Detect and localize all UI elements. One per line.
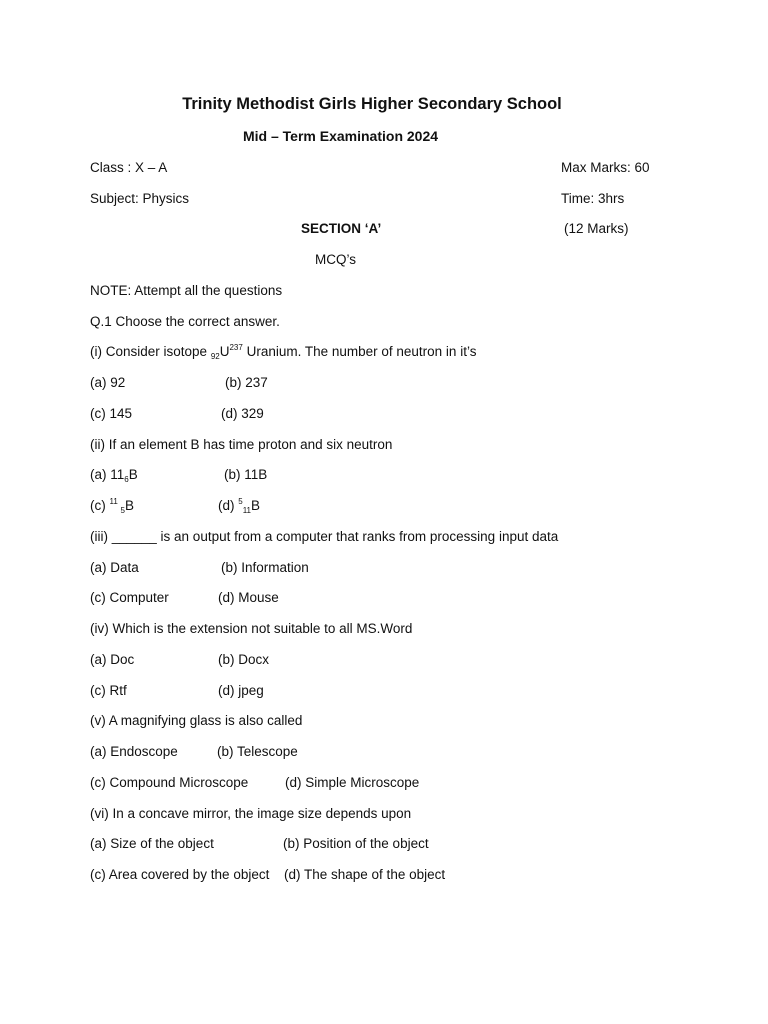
option-text: B (128, 467, 138, 482)
section-marks: (12 Marks) (564, 221, 629, 236)
time-label: Time: 3hrs (561, 191, 625, 206)
question-stem-text: Uranium. The number of neutron in it’s (242, 344, 477, 359)
option-d: (d) Simple Microscope (285, 775, 420, 790)
superscript: 11 (109, 497, 118, 506)
option-c: (c) 145 (90, 406, 133, 421)
isotope-atomic-number: 92 (210, 352, 220, 361)
subject-label: Subject: Physics (90, 191, 190, 206)
question-stem-text: (i) Consider isotope (90, 344, 211, 359)
option-a: (a) 92 (90, 375, 126, 390)
option-d: (d) Mouse (218, 590, 279, 605)
option-c: (c) Computer (90, 590, 169, 605)
option-b: (b) 237 (225, 375, 268, 390)
question-stem: (vi) In a concave mirror, the image size depends upon (90, 806, 412, 821)
option-b: (b) 11B (224, 467, 268, 482)
isotope-mass-number: 237 (229, 343, 243, 352)
class-label: Class : X – A (90, 160, 168, 175)
instruction: Q.1 Choose the correct answer. (90, 314, 280, 329)
question-stem: (v) A magnifying glass is also called (90, 713, 303, 728)
option-a: (a) Data (90, 560, 139, 575)
option-a: (a) Doc (90, 652, 135, 667)
option-b: (b) Docx (218, 652, 270, 667)
option-a: (a) Endoscope (90, 744, 178, 759)
section-type: MCQ’s (315, 252, 357, 267)
option-d (218, 498, 260, 514)
option-d: (d) The shape of the object (284, 867, 446, 882)
option-c: (c) Rtf (90, 683, 127, 698)
note: NOTE: Attempt all the questions (90, 283, 283, 298)
option-c (90, 498, 134, 514)
school-name: Trinity Methodist Girls Higher Secondary School (182, 95, 562, 113)
question-stem: (iii) ______ is an output from a computer that ranks from processing input data (90, 529, 559, 544)
option-b: (b) Information (221, 560, 309, 575)
option-text: (d) (218, 498, 239, 513)
option-d: (d) 329 (221, 406, 264, 421)
section-title: SECTION ‘A’ (301, 221, 382, 236)
option-text: B (251, 498, 261, 513)
subscript: 5 (120, 506, 125, 515)
question-stem (90, 344, 476, 360)
option-c: (c) Compound Microscope (90, 775, 249, 790)
exam-title: Mid – Term Examination 2024 (243, 128, 439, 144)
option-b: (b) Telescope (217, 744, 298, 759)
max-marks: Max Marks: 60 (561, 160, 650, 175)
question-stem: (ii) If an element B has time proton and six neutron (90, 437, 393, 452)
option-c: (c) Area covered by the object (90, 867, 270, 882)
question-stem: (iv) Which is the extension not suitable to all MS.Word (90, 621, 413, 636)
option-text: (c) (90, 498, 110, 513)
option-a (90, 467, 138, 483)
option-d: (d) jpeg (218, 683, 264, 698)
subscript: 6 (124, 475, 129, 484)
option-a: (a) Size of the object (90, 836, 214, 851)
subscript: 11 (242, 506, 252, 515)
option-text: (a) 11 (90, 467, 125, 482)
superscript: 5 (238, 497, 243, 506)
option-text: B (124, 498, 134, 513)
option-b: (b) Position of the object (283, 836, 429, 851)
isotope-symbol: U (219, 344, 230, 359)
